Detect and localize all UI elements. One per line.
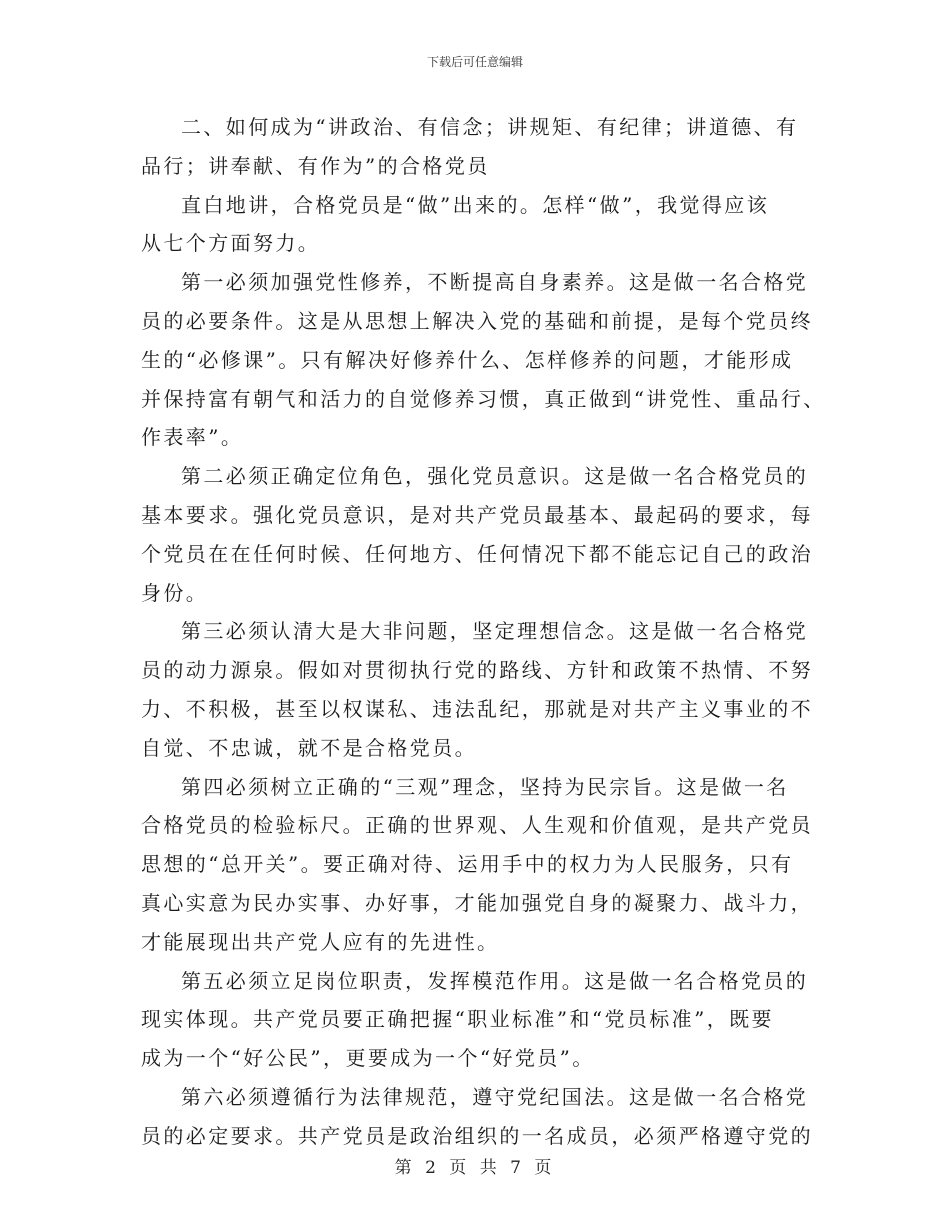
paragraph <box>141 263 826 457</box>
text-line: 员的必定要求。共产党员是政治组织的一名成员，必须严格遵守党的 <box>141 1123 813 1148</box>
paragraph <box>141 768 811 962</box>
text-line: 个党员在在任何时候、任何地方、任何情况下都不能忘记自己的政治 <box>141 541 813 566</box>
text-line: 第五必须立足岗位职责，发挥模范作用。这是做一名合格党员的 <box>181 968 809 993</box>
page-header: 下载后可任意编辑 <box>426 55 523 69</box>
text-line: 基本要求。强化党员意识，是对共产党员最基本、最起码的要求，每 <box>141 502 813 527</box>
text-line: 力、不积极，甚至以权谋私、违法乱纪，那就是对共产主义事业的不 <box>141 696 813 721</box>
text-line: 第二必须正确定位角色，强化党员意识。这是做一名合格党员的 <box>181 464 809 489</box>
text-line: 真心实意为民办实事、办好事，才能加强党自身的凝聚力、战斗力， <box>141 890 813 915</box>
text-line: 直白地讲，合格党员是“做”出来的。怎样“做”，我觉得应该 <box>181 192 770 217</box>
paragraph <box>141 186 811 264</box>
page-footer: 第 2 页 共 7 页 <box>394 1158 556 1178</box>
text-line: 现实体现。共产党员要正确把握“职业标准”和“党员标准”，既要 <box>141 1007 774 1032</box>
text-line: 员的必要条件。这是从思想上解决入党的基础和前提，是每个党员终 <box>141 308 813 333</box>
text-line: 二、如何成为“讲政治、有信念；讲规矩、有纪律；讲道德、有 <box>181 115 799 139</box>
text-line: 身份。 <box>141 580 209 605</box>
paragraph <box>141 612 811 767</box>
paragraph <box>141 457 811 612</box>
document-body <box>141 108 826 1156</box>
text-line: 第一必须加强党性修养，不断提高自身素养。这是做一名合格党 <box>181 270 809 295</box>
paragraph <box>141 1078 811 1156</box>
text-line: 自觉、不忠诚，就不是合格党员。 <box>141 735 477 760</box>
text-line: 从七个方面努力。 <box>141 231 321 256</box>
text-line: 生的“必修课”。只有解决好修养什么、怎样修养的问题，才能形成 <box>141 347 794 372</box>
text-line: 思想的“总开关”。要正确对待、运用手中的权力为人民服务，只有 <box>141 852 794 877</box>
text-line: 成为一个“好公民”，更要成为一个“好党员”。 <box>141 1046 595 1071</box>
text-line: 第三必须认清大是大非问题，坚定理想信念。这是做一名合格党 <box>181 619 809 644</box>
text-line: 品行；讲奉献、有作为”的合格党员 <box>141 153 490 178</box>
text-line: 才能展现出共产党人应有的先进性。 <box>141 929 500 954</box>
text-line: 员的动力源泉。假如对贯彻执行党的路线、方针和政策不热情、不努 <box>141 658 813 683</box>
text-line: 第六必须遵循行为法律规范，遵守党纪国法。这是做一名合格党 <box>181 1084 809 1109</box>
paragraph <box>141 108 811 186</box>
text-line: 合格党员的检验标尺。正确的世界观、人生观和价值观，是共产党员 <box>141 813 813 838</box>
text-line: 第四必须树立正确的“三观”理念，坚持为民宗旨。这是做一名 <box>181 774 789 799</box>
text-line: 并保持富有朝气和活力的自觉修养习惯，真正做到“讲党性、重品行、 <box>141 386 826 411</box>
paragraph <box>141 962 811 1078</box>
text-line: 作表率”。 <box>141 425 244 450</box>
